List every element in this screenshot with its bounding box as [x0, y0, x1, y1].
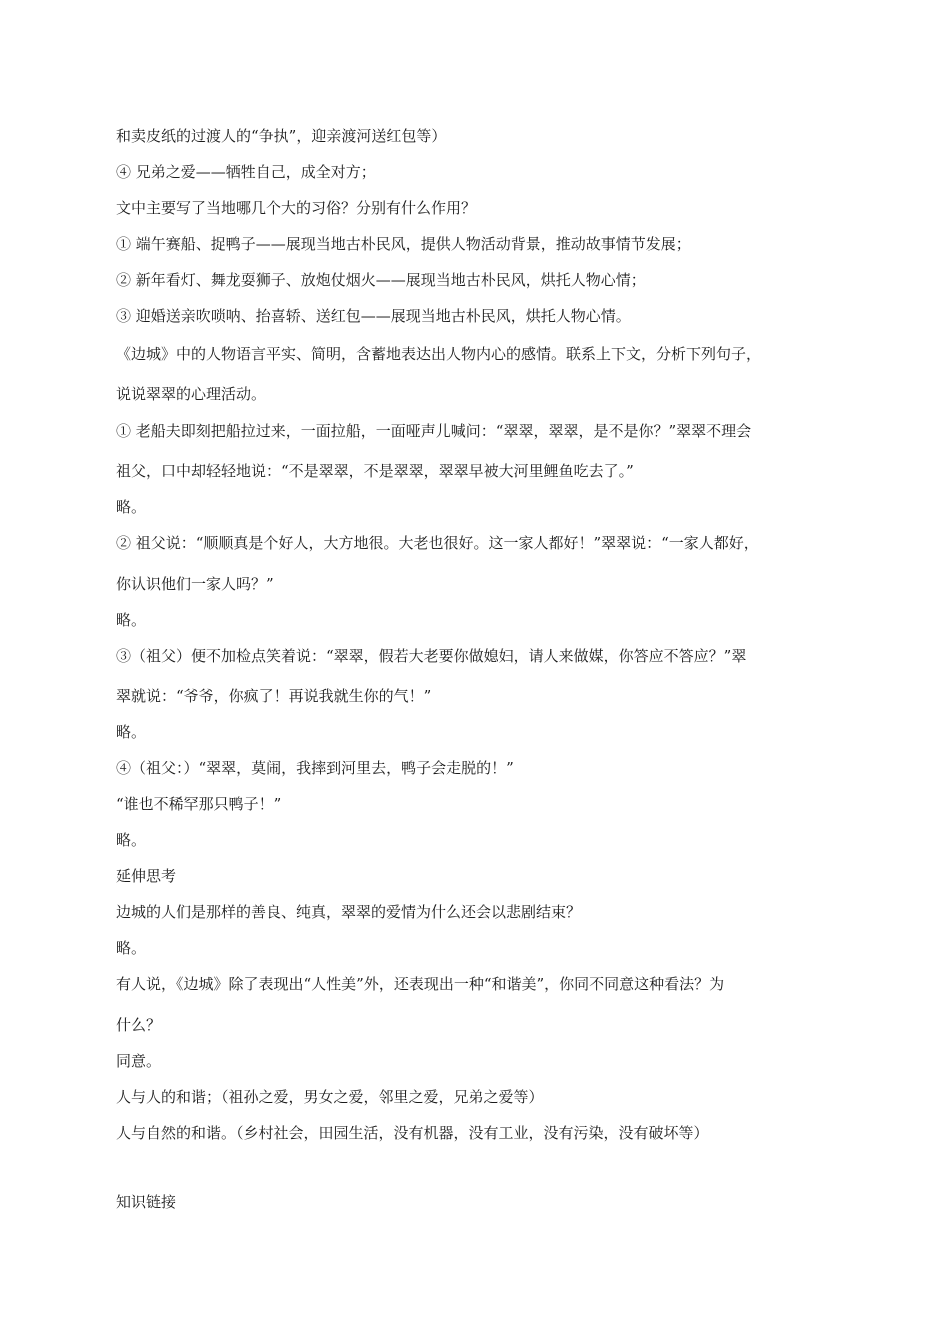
text-line: ② 新年看灯、舞龙耍狮子、放炮仗烟火——展现当地古朴民风，烘托人物心情； [116, 271, 646, 289]
text-line: ③（祖父）便不加检点笑着说：“翠翠，假若大老要你做媳妇，请人来做媒，你答应不答应？”翠 [116, 647, 747, 665]
text-line: 和卖皮纸的过渡人的“争执”，迎亲渡河送红包等） [116, 127, 447, 145]
text-line: 人与人的和谐；（祖孙之爱，男女之爱，邻里之爱，兄弟之爱等） [116, 1088, 544, 1106]
text-line: 边城的人们是那样的善良、纯真，翠翠的爱情为什么还会以悲剧结束？ [116, 903, 582, 921]
text-line: 《边城》中的人物语言平实、简明，含蓄地表达出人物内心的感情。联系上下文，分析下列句子， [116, 345, 762, 363]
text-line: 祖父，口中却轻轻地说：“不是翠翠，不是翠翠，翠翠早被大河里鲤鱼吃去了。” [116, 462, 634, 480]
text-line: 人与自然的和谐。（乡村社会，田园生活，没有机器，没有工业，没有污染，没有破坏等） [116, 1124, 709, 1142]
text-line: 说说翠翠的心理活动。 [116, 385, 267, 403]
text-line: 略。 [116, 723, 147, 741]
section-heading: 知识链接 [116, 1193, 177, 1211]
text-line: 什么？ [116, 1016, 162, 1034]
text-line: 略。 [116, 939, 147, 957]
text-line: 略。 [116, 498, 147, 516]
text-line: ① 老船夫即刻把船拉过来，一面拉船，一面哑声儿喊问：“翠翠，翠翠，是不是你？”翠翠不理会 [116, 422, 752, 440]
text-line: 翠就说：“爷爷，你疯了！再说我就生你的气！” [116, 687, 432, 705]
text-line: “谁也不稀罕那只鸭子！” [116, 795, 282, 813]
section-heading: 延伸思考 [116, 867, 177, 885]
text-line: ④ 兄弟之爱——牺牲自己，成全对方； [116, 163, 376, 181]
text-line: 有人说，《边城》除了表现出“人性美”外，还表现出一种“和谐美”，你同不同意这种看法？为 [116, 975, 725, 993]
text-line: 你认识他们一家人吗？” [116, 575, 274, 593]
text-line: ③ 迎婚送亲吹唢呐、抬喜轿、送红包——展现当地古朴民风，烘托人物心情。 [116, 307, 631, 325]
text-line: 文中主要写了当地哪几个大的习俗？分别有什么作用？ [116, 199, 477, 217]
text-line: ④（祖父：）“翠翠，莫闹，我摔到河里去，鸭子会走脱的！” [116, 759, 514, 777]
text-line: 略。 [116, 611, 147, 629]
text-line: 同意。 [116, 1052, 162, 1070]
text-line: ② 祖父说：“顺顺真是个好人，大方地很。大老也很好。这一家人都好！”翠翠说：“一家人都好， [116, 534, 759, 552]
text-line: 略。 [116, 831, 147, 849]
text-line: ① 端午赛船、捉鸭子——展现当地古朴民风，提供人物活动背景，推动故事情节发展； [116, 235, 691, 253]
